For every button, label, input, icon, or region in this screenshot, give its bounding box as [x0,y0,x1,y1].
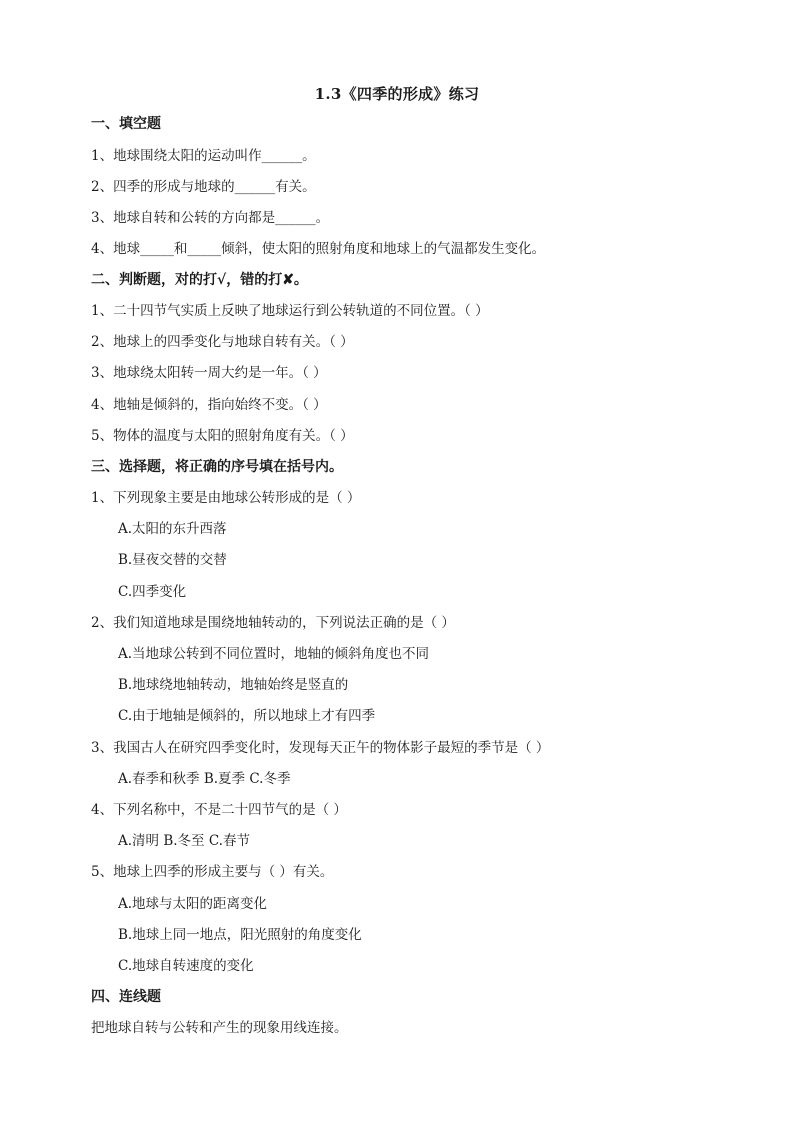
fill-question-4: 4、地球_____和_____倾斜，使太阳的照射角度和地球上的气温都发生变化。 [91,241,546,257]
section-fill-heading: 一、填空题 [91,116,161,132]
choice-2-option-c: C.由于地轴是倾斜的，所以地球上才有四季 [118,708,376,724]
section-judge-heading: 二、判断题，对的打√，错的打✘。 [91,272,308,288]
choice-question-2: 2、我们知道地球是围绕地轴转动的，下列说法正确的是（ ） [91,615,455,631]
choice-1-option-b: B.昼夜交替的交替 [118,552,227,568]
judge-question-4: 4、地轴是倾斜的，指向始终不变。（ ） [91,397,327,413]
judge-question-5: 5、物体的温度与太阳的照射角度有关。（ ） [91,428,354,444]
choice-5-option-b: B.地球上同一地点，阳光照射的角度变化 [118,927,362,943]
judge-question-3: 3、地球绕太阳转一周大约是一年。（ ） [91,365,327,381]
choice-question-3: 3、我国古人在研究四季变化时，发现每天正午的物体影子最短的季节是（ ） [91,740,550,756]
choice-4-options: A.清明 B.冬至 C.春节 [118,833,250,849]
fill-question-1: 1、地球围绕太阳的运动叫作______。 [91,148,316,164]
judge-question-1: 1、二十四节气实质上反映了地球运行到公转轨道的不同位置。（ ） [91,303,489,319]
choice-5-option-c: C.地球自转速度的变化 [118,958,254,974]
page-title: 1.3《四季的形成》练习 [314,85,480,103]
choice-question-1: 1、下列现象主要是由地球公转形成的是（ ） [91,490,361,506]
judge-question-2: 2、地球上的四季变化与地球自转有关。（ ） [91,334,354,350]
choice-3-options: A.春季和秋季 B.夏季 C.冬季 [118,771,291,787]
fill-question-2: 2、四季的形成与地球的______有关。 [91,179,316,195]
section-match-heading: 四、连线题 [91,989,161,1005]
choice-question-4: 4、下列名称中，不是二十四节气的是（ ） [91,802,347,818]
section-choice-heading: 三、选择题，将正确的序号填在括号内。 [91,459,343,475]
choice-2-option-a: A.当地球公转到不同位置时，地轴的倾斜角度也不同 [118,646,430,662]
choice-2-option-b: B.地球绕地轴转动，地轴始终是竖直的 [118,677,349,693]
choice-question-5: 5、地球上四季的形成主要与（ ）有关。 [91,864,334,880]
fill-question-3: 3、地球自转和公转的方向都是______。 [91,210,330,226]
choice-1-option-c: C.四季变化 [118,584,187,600]
choice-5-option-a: A.地球与太阳的距离变化 [118,896,268,912]
match-instruction: 把地球自转与公转和产生的现象用线连接。 [91,1020,348,1036]
choice-1-option-a: A.太阳的东升西落 [118,521,227,537]
